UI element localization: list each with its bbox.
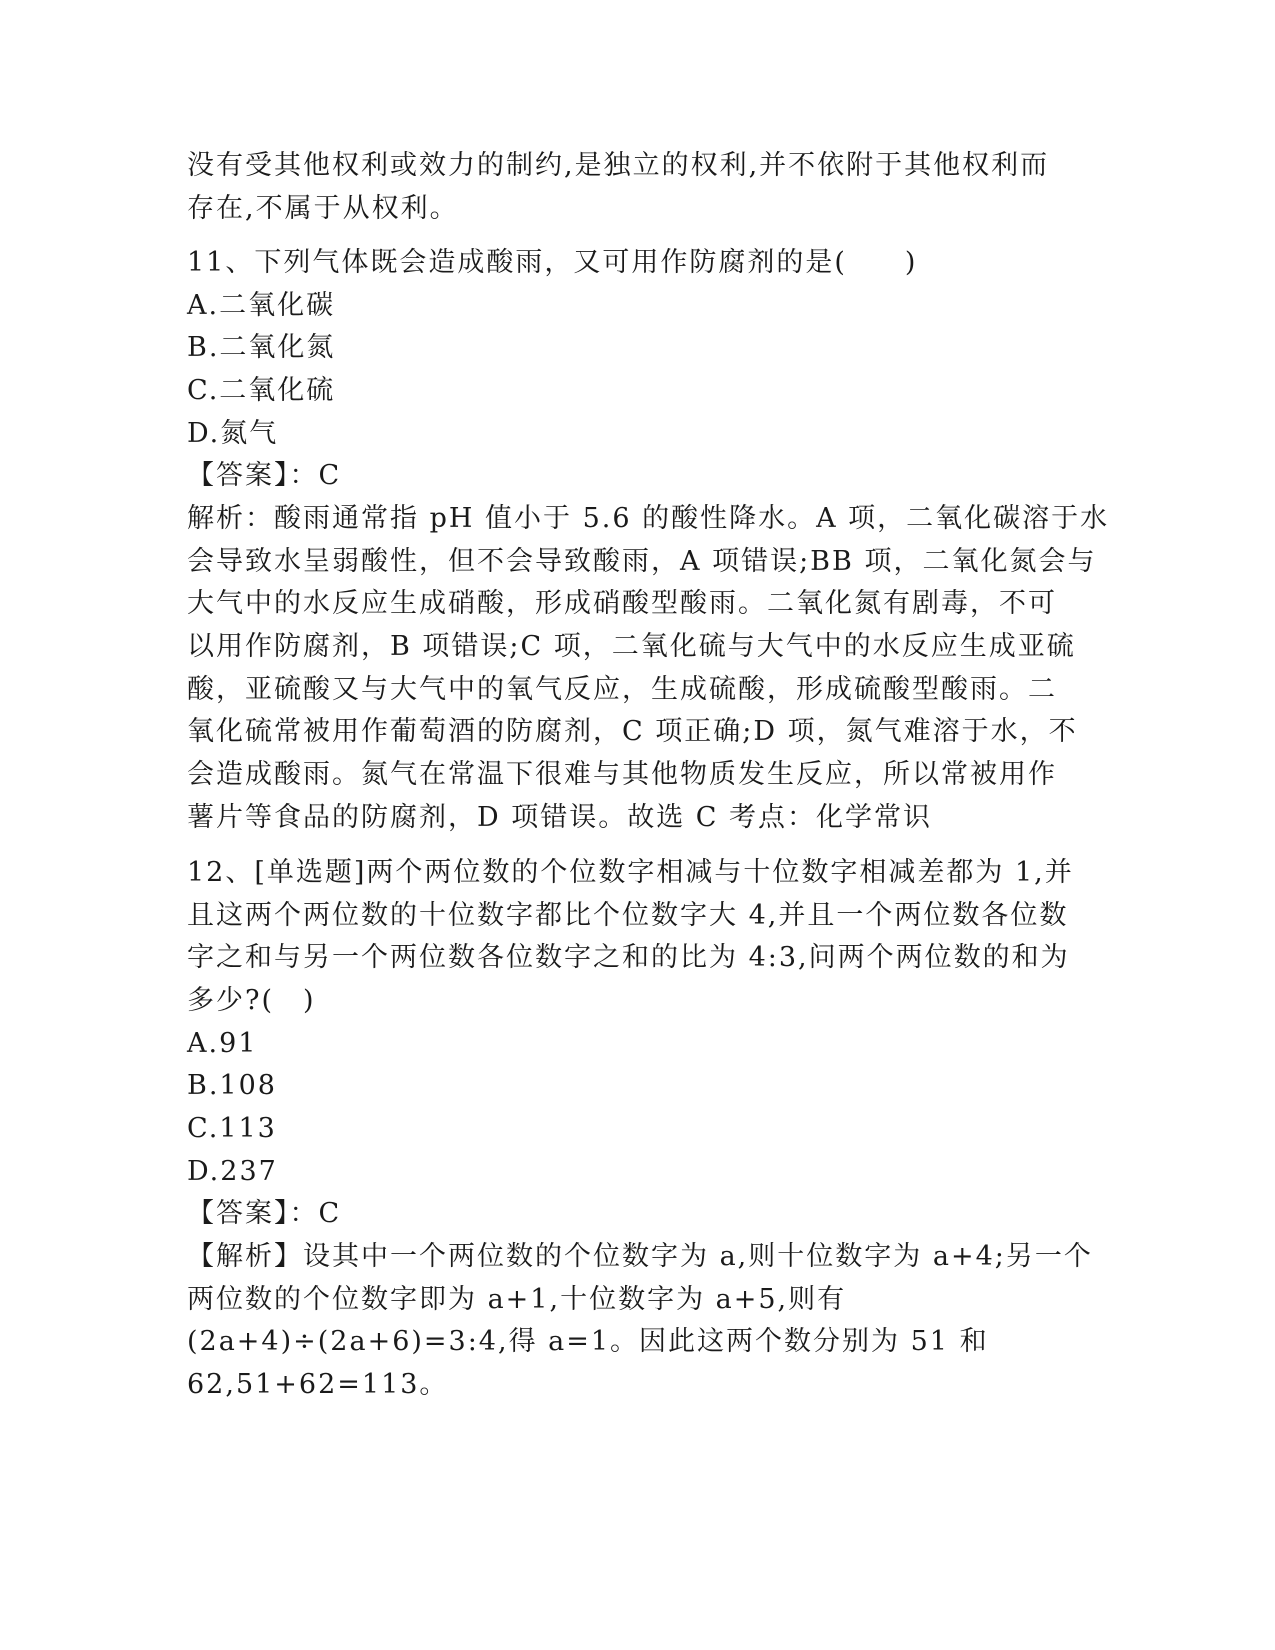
question-12-text-line: 字之和与另一个两位数各位数字之和的比为 4:3,问两个两位数的和为	[187, 942, 1070, 973]
question-11-analysis-line: 氧化硫常被用作葡萄酒的防腐剂，C 项正确;D 项，氮气难溶于水，不	[187, 716, 1078, 747]
question-11-text: 11、下列气体既会造成酸雨，又可用作防腐剂的是( )	[187, 247, 918, 278]
question-11-answer: 【答案】：C	[187, 460, 342, 491]
intro-line: 没有受其他权利或效力的制约,是独立的权利,并不依附于其他权利而	[187, 150, 1050, 181]
question-11-analysis-line: 会造成酸雨。氮气在常温下很难与其他物质发生反应，所以常被用作	[187, 759, 1057, 790]
question-12-text-line: 且这两个两位数的十位数字都比个位数字大 4,并且一个两位数各位数	[187, 900, 1069, 931]
question-12-text-line: 12、[单选题]两个两位数的个位数字相减与十位数字相减差都为 1,并	[187, 857, 1074, 888]
question-11-option-c: C.二氧化硫	[187, 375, 336, 406]
question-12-analysis-line: 两位数的个位数字即为 a+1,十位数字为 a+5,则有	[187, 1284, 847, 1315]
question-11-option-a: A.二氧化碳	[187, 290, 336, 321]
question-11-analysis-line: 薯片等食品的防腐剂，D 项错误。故选 C 考点：化学常识	[187, 802, 933, 833]
question-11-analysis-line: 解析：酸雨通常指 pH 值小于 5.6 的酸性降水。A 项，二氧化碳溶于水	[187, 503, 1110, 534]
question-11-analysis-line: 以用作防腐剂，B 项错误;C 项，二氧化硫与大气中的水反应生成亚硫	[187, 631, 1076, 662]
question-12-option-a: A.91	[187, 1028, 258, 1059]
question-11-analysis-line: 大气中的水反应生成硝酸，形成硝酸型酸雨。二氧化氮有剧毒，不可	[187, 588, 1057, 619]
question-12-option-d: D.237	[187, 1156, 278, 1187]
question-11-option-d: D.氮气	[187, 418, 279, 449]
question-12-analysis-line: 【解析】设其中一个两位数的个位数字为 a,则十位数字为 a+4;另一个	[187, 1241, 1093, 1272]
intro-line: 存在,不属于从权利。	[187, 193, 459, 224]
question-12-analysis-line: (2a+4)÷(2a+6)=3:4,得 a=1。因此这两个数分别为 51 和	[187, 1326, 989, 1357]
question-12-text-line: 多少?( )	[187, 985, 316, 1016]
question-12-answer: 【答案】：C	[187, 1198, 342, 1229]
question-12-analysis-line: 62,51+62=113。	[187, 1369, 449, 1400]
question-11-analysis-line: 酸，亚硫酸又与大气中的氧气反应，生成硫酸，形成硫酸型酸雨。二	[187, 674, 1057, 705]
question-11-option-b: B.二氧化氮	[187, 332, 336, 363]
question-12-option-b: B.108	[187, 1070, 277, 1101]
question-12-option-c: C.113	[187, 1113, 277, 1144]
question-11-analysis-line: 会导致水呈弱酸性，但不会导致酸雨，A 项错误;BB 项，二氧化氮会与	[187, 546, 1097, 577]
